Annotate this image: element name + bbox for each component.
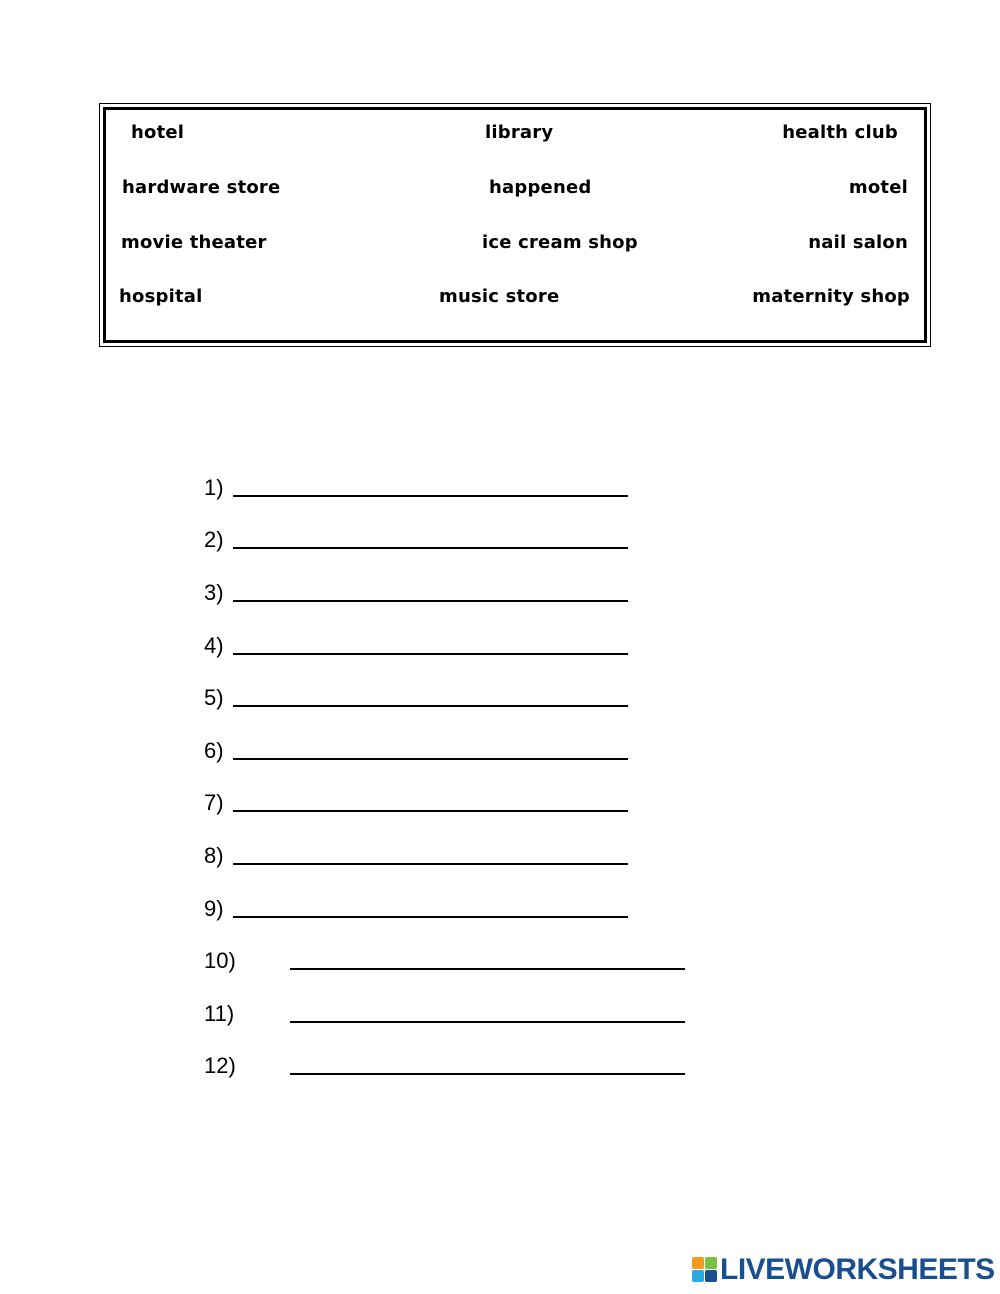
answer-line-12[interactable] — [290, 1073, 685, 1075]
word-hospital: hospital — [119, 286, 203, 307]
liveworksheets-wordmark: LIVEWORKSHEETS — [720, 1253, 995, 1286]
answer-number: 7) — [204, 790, 224, 815]
word-motel: motel — [848, 177, 908, 198]
word-health-club: health club — [782, 122, 898, 143]
word-nail-salon: nail salon — [808, 232, 908, 253]
word-hotel: hotel — [131, 122, 185, 143]
answer-line-8[interactable] — [233, 863, 628, 865]
word-library: library — [485, 122, 554, 143]
word-movie-theater: movie theater — [121, 232, 267, 253]
answer-number: 8) — [204, 843, 224, 868]
word-happened: happened — [489, 177, 592, 198]
liveworksheets-logo — [692, 1254, 995, 1286]
answer-number: 9) — [204, 896, 224, 921]
answer-line-6[interactable] — [233, 758, 628, 760]
answer-line-1[interactable] — [233, 495, 628, 497]
answer-number: 12) — [204, 1053, 236, 1078]
word-music-store: music store — [439, 286, 560, 307]
word-bank-box — [99, 103, 931, 347]
word-hardware-store: hardware store — [122, 177, 281, 198]
answer-number: 10) — [204, 948, 236, 973]
answer-number: 6) — [204, 738, 224, 763]
answer-line-5[interactable] — [233, 705, 628, 707]
answer-number: 11) — [204, 1001, 235, 1026]
answer-line-4[interactable] — [233, 653, 628, 655]
liveworksheets-mark-icon — [692, 1257, 718, 1283]
word-ice-cream-shop: ice cream shop — [482, 232, 638, 253]
word-maternity-shop: maternity shop — [752, 286, 910, 307]
answer-line-9[interactable] — [233, 916, 628, 918]
answer-number: 5) — [204, 685, 224, 710]
answer-line-2[interactable] — [233, 547, 628, 549]
answer-line-11[interactable] — [290, 1021, 685, 1023]
answer-line-3[interactable] — [233, 600, 628, 602]
answer-number: 1) — [204, 475, 224, 500]
answer-line-7[interactable] — [233, 810, 628, 812]
answer-number: 4) — [204, 633, 224, 658]
answer-number: 3) — [204, 580, 224, 605]
answer-line-10[interactable] — [290, 968, 685, 970]
answer-number: 2) — [204, 527, 224, 552]
